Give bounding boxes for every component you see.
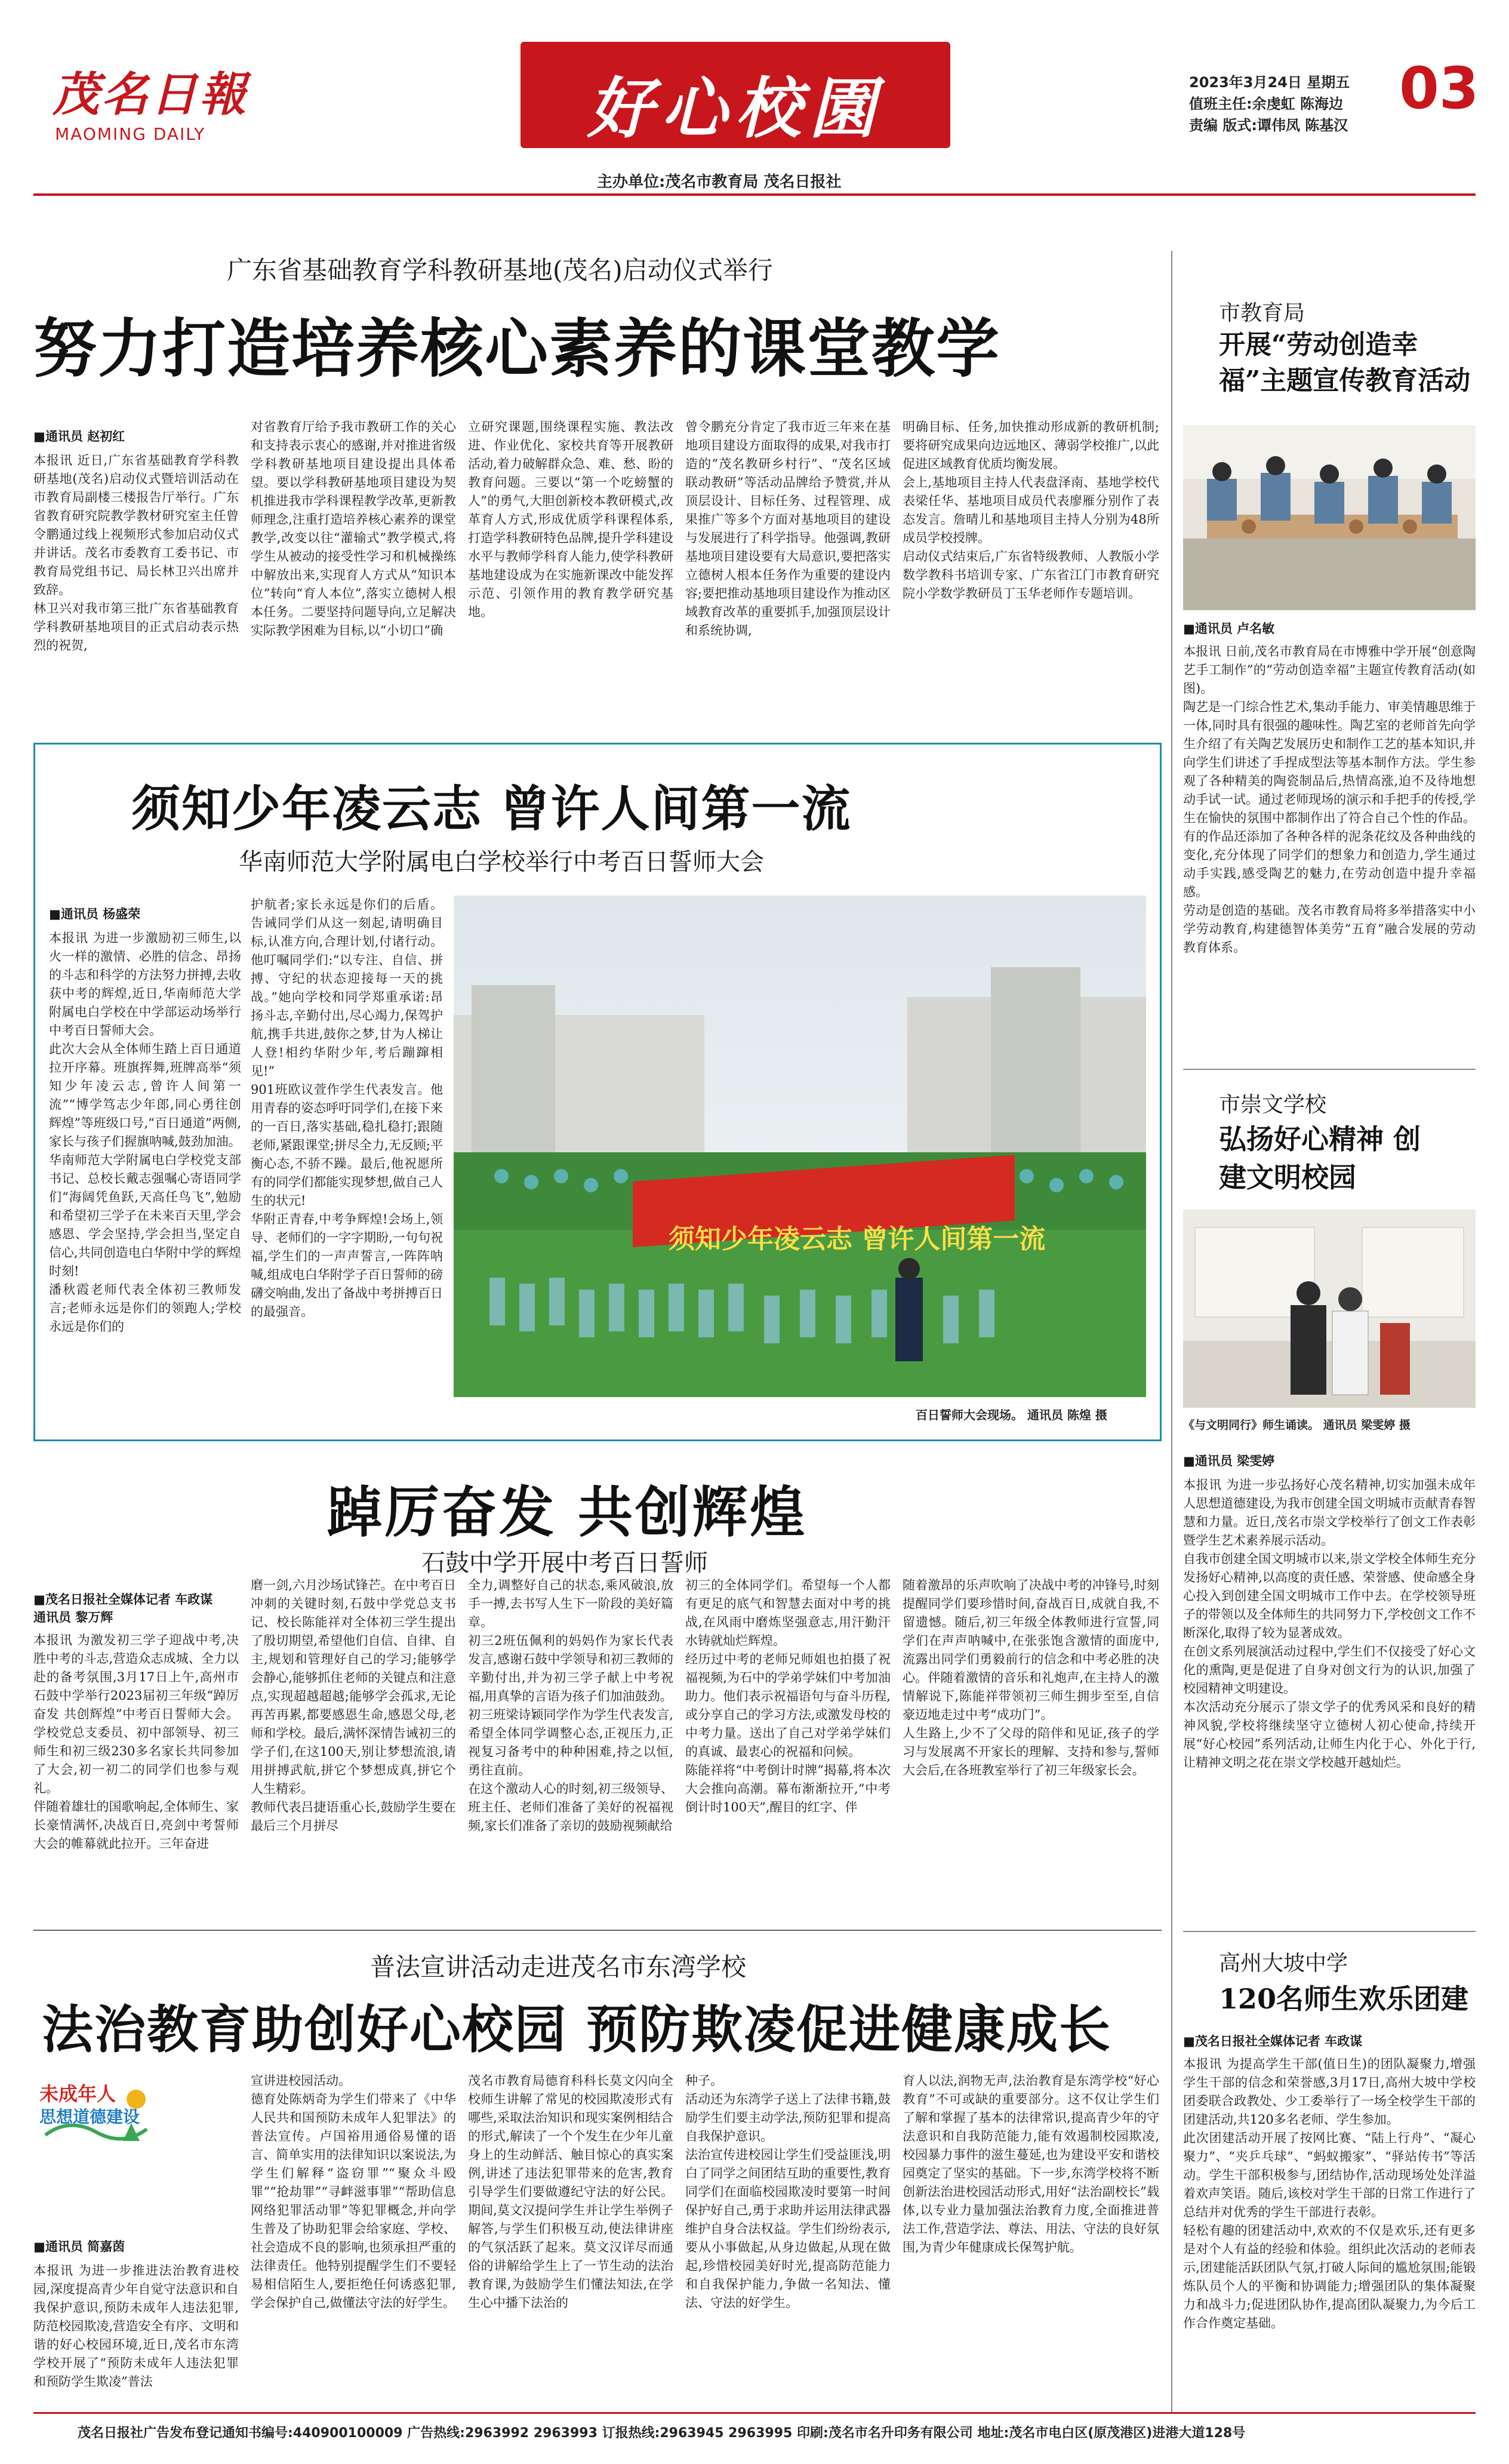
bottom-top-rule <box>33 1930 1162 1931</box>
sidebar2-text: 本报讯 为进一步弘扬好心茂名精神,切实加强未成年人思想道德建设,为我市创建全国文明城市贡献青春智慧和力量。近日,茂名市崇文学校举行了创文工作表彰暨学生艺术素养展示活动。 自我市创建全国文明城市以来,崇文学校全体师生充分发扬好心精神,以高度的责任感、荣誉感、使命感全身心投入到创建全国文明城市工作中去。在学校领导班子的带领以及全体师生的共同努力下,学校创文工作不断深化,取得了较为显著成效。 在创文系列展演活动过程中,学生们不仅接受了好心文化的熏陶,更是促进了自身对创文行为的认识,加强了校园精神文明建设。 本次活动充分展示了崇文学子的优秀风采和良好的精神风貌,学校将继续坚守立德树人初心使命,持续开展“好心校园”系列活动,让师生内化于心、外化于行,让精神文明之花在崇文学校越开越灿烂。 <box>1183 1478 1476 1770</box>
feature1-subhead: 华南师范大学附属电白学校举行中考百日誓师大会 <box>239 848 764 876</box>
recital-photo <box>1183 1210 1476 1408</box>
sidebar-rule-1 <box>1183 1069 1476 1070</box>
feature2-subhead: 石鼓中学开展中考百日誓师 <box>421 1549 708 1577</box>
bottom-byline: ■通讯员 简嘉茵 <box>33 2240 125 2254</box>
sidebar1-text: 本报讯 日前,茂名市教育局在市博雅中学开展“创意陶艺手工制作”的“劳动创造幸福”主题宣传教育活动(如图)。 陶艺是一门综合性艺术,集动手能力、审美情趣思维于一体,同时具有很强的趣味性。陶艺室的老师首先向学生介绍了有关陶艺发展历史和制作工艺的基本知识,并向学生们讲述了手捏成型法等基本制作方法。学生参观了各种精美的陶瓷制品后,热情高涨,迫不及待地想动手试一试。通过老师现场的演示和手把手的传授,学生在愉快的氛围中都制作出了符合自己个性的作品。有的作品还添加了各种各样的泥条花纹及各种曲线的变化,充分体现了同学们的想象力和创造力,学生通过动手实践,感受陶艺的魅力,在劳动创造中提升幸福感。 劳动是创造的基础。茂名市教育局将多举措落实中小学劳动教育,构建德智体美劳“五育”融合发展的劳动教育体系。 <box>1183 644 1476 955</box>
lead-byline: ■通讯员 赵初红 <box>33 429 125 444</box>
feature2-col-2: 磨一剑,六月沙场试锋芒。在中考百日冲刺的关键时刻,石鼓中学党总支书记、校长陈能祥对全体初三学生提出了殷切期望,希望他们自信、自律、自主,规划和管理好自己的学习;能够学会静心,能够抓住老师的关键点和注意点,实现超越超越;能够学会孤求,无论再苦再累,都要感恩生命,感恩父母,老师和学校。最后,满怀深情告诫初三的学子们,在这100天,别让梦想流浪,请用拼搏武航,拼它个梦想成真,拼它个人生精彩。 教师代表吕捷语重心长,鼓励学生要在最后三个月拼尽 <box>251 1578 456 1833</box>
page-number: 03 <box>1399 55 1479 122</box>
bottom-kicker: 普法宣讲活动走进茂名市东湾学校 <box>370 1952 747 1982</box>
sidebar1-kicker: 市教育局 <box>1219 301 1305 325</box>
feature2-byline: ■茂名日报社全媒体记者 车政谋 通讯员 黎万辉 <box>33 1592 213 1625</box>
issue-date: 2023年3月24日 星期五 <box>1189 74 1350 91</box>
feature1-headline: 须知少年凌云志 曾许人间第一流 <box>131 780 852 838</box>
bottom-col-5: 育人以法,润物无声,法治教育是东湾学校“好心教育”不可或缺的重要部分。这不仅让学生们了解和掌握了基本的法律常识,提高青少年的守法意识和自我防范能力,能有效遏制校园欺凌,校园暴力事件的滋生蔓延,也为建设平安和谐校园奠定了坚实的基础。下一步,东湾学校将不断创新法治进校园活动形式,用好“法治副校长”载体,以专业力量加强法治教育力度,全面推进普法工作,营造学法、尊法、用法、守法的良好氛围,为青少年健康成长保驾护航。 <box>903 2074 1159 2254</box>
sidebar3-kicker: 高州大坡中学 <box>1219 1951 1348 1976</box>
lead-col-4: 曾令鹏充分肯定了我市近三年来在基地项目建设方面取得的成果,对我市打造的“茂名教研乡村行”、“茂名区域联动教研”等活动品牌给予赞赏,并从顶层设计、目标任务、过程管理、成果推广等多个方面对基地项目的建设与发展进行了科学指导。他强调,教研基地项目建设要有大局意识,要把落实立德树人根本任务作为重要的建设内容;要把推动基地项目建设作为推动区域教育改革的重要抓手,加强顶层设计和系统协调, <box>685 420 891 638</box>
rally-photo <box>454 896 1146 1397</box>
bottom-col-4: 种子。 活动还为东湾学子送上了法律书籍,鼓励学生们要主动学法,预防犯罪和提高自我保护意识。 法治宣传进校园让学生们受益匪浅,明白了同学之间团结互助的重要性,教育同学们在面临校园欺凌时要第一时间保护好自己,勇于求助并运用法律武器维护自身合法权益。学生们纷纷表示,要从小事做起,从身边做起,从现在做起,珍惜校园美好时光,提高防范能力和自我保护能力,争做一名知法、懂法、守法的好学生。 <box>685 2074 891 2310</box>
ethics-badge-line1: 未成年人 <box>39 2082 116 2105</box>
ethics-badge <box>33 2075 159 2153</box>
sidebar3-byline: ■茂名日报社全媒体记者 车政谋 <box>1183 2034 1363 2048</box>
ethics-badge-line2: 思想道德建设 <box>39 2107 140 2127</box>
footer-text: 茂名日报社广告发布登记通知书编号:440900100009 广告热线:2963992 2963993 订报热线:2963945 2963995 印刷:茂名市名升印务有限公司 地址:茂名市电白区(原茂港区)进港大道128号 <box>78 2426 1246 2441</box>
bottom-col-3: 茂名市教育局德育科科长莫文闪向全校师生讲解了常见的校园欺凌形式有哪些,采取法治知识和现实案例相结合的形式,解读了一个个发生在少年儿童身上的生动鲜活、触目惊心的真实案例,讲述了违法犯罪带来的危害,教育引导学生们要做遵纪守法的好公民。期间,莫文汉提问学生并让学生举例子解答,与学生们积极互动,使法律讲座的气氛活跃了起来。莫文汉详尽而通俗的讲解给学生上了一节生动的法治教育课,为鼓励学生们懂法知法,在学生心中播下法治的 <box>468 2074 673 2310</box>
sidebar3-text: 本报讯 为提高学生干部(值日生)的团队凝聚力,增强学生干部的信念和荣誉感,3月17日,高州大坡中学校团委联合政教处、少工委举行了一场全校学生干部的团建活动,共120多名老师、学生参加。 此次团建活动开展了按网比赛、“陆上行舟”、“凝心聚力”、“夹乒乓球”、“蚂蚁搬家”、“驿站传书”等活动。学生干部积极参与,团结协作,活动现场处处洋溢着欢声笑语。随后,该校对学生干部的日常工作进行了总结并对优秀的学生干部进行表彰。 轻松有趣的团建活动中,欢欢的不仅是欢乐,还有更多是对个人有益的经验和体验。组织此次活动的老师表示,团建能活跃团队气氛,打破人际间的尴尬氛围;能锻炼队员个人的平衡和协调能力;增强团队的集体凝聚力和战斗力;促进团队协作,提高团队凝聚力,为今后工作合作奠定基础。 <box>1183 2057 1476 2330</box>
recital-photo-caption: 《与文明同行》师生诵读。 通讯员 梁雯婷 摄 <box>1183 1419 1411 1432</box>
sidebar1-byline: ■通讯员 卢名敏 <box>1183 622 1275 636</box>
sidebar2-byline: ■通讯员 梁雯婷 <box>1183 1454 1275 1468</box>
lead-col-1: 本报讯 近日,广东省基础教育学科教研基地(茂名)启动仪式暨培训活动在市教育局副楼三楼报告厅举行。广东省教育研究院教学教材研究室主任曾令鹏通过线上视频形式参加启动仪式并讲话。茂名市委教育工委书记、市教育局党组书记、局长林卫兴出席并致辞。 林卫兴对我市第三批广东省基础教育学科教研基地项目的正式启动表示热烈的祝贺, <box>33 453 239 653</box>
paper-name-en: MAOMING DAILY <box>55 124 206 144</box>
duty-editor: 值班主任:余虔虹 陈海边 <box>1189 96 1343 112</box>
section-title: 好心校園 <box>587 70 883 147</box>
sidebar2-kicker: 市崇文学校 <box>1219 1093 1327 1117</box>
feature2-col-3: 全力,调整好自己的状态,乘风破浪,放手一搏,去书写人生下一阶段的美好篇章。 初三2班伍佩利的妈妈作为家长代表发言,感谢石鼓中学领导和初三教师的辛勤付出,并为初三学子献上中考祝福,用真挚的言语为孩子们加油鼓劲。 初三班梁诗颖同学作为学生代表发言,希望全体同学调整心态,正视压力,正视复习备考中的种种困难,持之以恒,勇往直前。 在这个激动人心的时刻,初三级领导、班主任、老师们准备了美好的祝福视频,家长们准备了亲切的鼓励视频献给 <box>468 1578 673 1833</box>
feature1-byline: ■通讯员 杨盛荣 <box>49 907 141 921</box>
footer-rule <box>33 2412 1476 2414</box>
lead-headline: 努力打造培养核心素养的课堂教学 <box>33 311 1000 386</box>
feature1-col-2: 护航者;家长永远是你们的后盾。告诫同学们从这一刻起,请明确目标,认准方向,合理计划,付诸行动。他叮嘱同学们:“以专注、自信、拼搏、守纪的状态迎接每一天的挑战。”她向学校和同学郑重承诺:昂扬斗志,辛勤付出,尽心竭力,保驾护航,携手共进,鼓你之梦,甘为人梯让人登!相约华附少年,考后蹦蹿相见!” 901班欧议萱作学生代表发言。他用青春的姿态呼吁同学们,在接下来的一百日,落实基础,稳扎稳打;跟随老师,紧跟课堂;拼尽全力,无反顾;平衡心态,不骄不躁。最后,他祝愿所有的同学们都能实现梦想,做自己人生的状元! 华附正青春,中考争辉煌!会场上,领导、老师们的一字字期盼,一句句祝福,学生们的一声声誓言,一阵阵呐喊,组成电白华附学子百日誓师的磅礴交响曲,发出了备战中考拼搏百日的最强音。 <box>251 897 443 1319</box>
sidebar1-headline: 开展“劳动创造幸福”主题宣传教育活动 <box>1219 330 1471 396</box>
sponsor: 主办单位:茂名市教育局 茂名日报社 <box>597 173 842 191</box>
editors: 责编 版式:谭伟凤 陈基汉 <box>1189 117 1348 134</box>
masthead-rule <box>33 193 1476 196</box>
feature2-col-5: 随着激昂的乐声吹响了决战中考的冲锋号,时刻提醒同学们要珍惜时间,奋战百日,成就自我,不留遗憾。随后,初三年级全体教师进行宣誓,同学们在声声呐喊中,在张张饱含激情的面庞中,流露出同学们勇毅前行的信念和中考必胜的决心。伴随着激情的音乐和礼炮声,在主持人的激情解说下,陈能祥带领初三师生拥步至至,自信豪迈地走过中考“成功门”。 人生路上,少不了父母的陪伴和见证,孩子的学习与发展离不开家长的理解、支持和参与,誓师大会后,在各班教室举行了初三年级家长会。 <box>903 1578 1159 1777</box>
rally-photo-caption: 百日誓师大会现场。 通讯员 陈煌 摄 <box>916 1408 1107 1422</box>
sidebar3-headline: 120名师生欢乐团建 <box>1219 1983 1469 2015</box>
feature2-col-1: 本报讯 为激发初三学子迎战中考,决胜中考的斗志,营造众志成城、全力以赴的备考氛围,3月17日上午,高州市石鼓中学举行2023届初三年级“踔厉奋发 共创辉煌”中考百日誓师大会。学校党总支委员、初中部领导、初三师生和初三级230多名家长共同参加了大会,初一初二的同学们也参与观礼。 伴随着雄壮的国歌响起,全体师生、家长豪情满怀,决战百日,亮剑中考誓师大会的帷幕就此拉开。三年奋进 <box>33 1633 239 1851</box>
feature2-headline: 踔厉奋发 共创辉煌 <box>327 1480 808 1545</box>
lead-col-3: 立研究课题,围绕课程实施、教法改进、作业优化、家校共育等开展教研活动,着力破解群众急、难、愁、盼的教育问题。三要以“第一个吃螃蟹的人”的勇气,大胆创新校本教研模式,改革育人方式,形成优质学科课程体系,打造学科教研特色品牌,提升学科建设水平与教师学科育人能力,使学科教研基地建设成为在实施新课改中能发挥示范、引领作用的教育教学研究基地。 <box>468 420 673 619</box>
lead-col-2: 对省教育厅给予我市教研工作的关心和支持表示衷心的感谢,并对推进省级学科教研基地项目建设提出具体希望。要以学科教研基地项目建设为契机推进我市学科课程教学改革,更新教师理念,注重打造培养核心素养的课堂教学,改变以往“灌输式”教学模式,将学生从被动的接受性学习和机械操练中解放出来,实现育人方式从“知识本位”转向“育人本位”,落实立德树人根本任务。二要坚持问题导向,立足解决实际教学困难为目标,以“小切口”确 <box>251 420 456 638</box>
lead-kicker: 广东省基础教育学科教研基地(茂名)启动仪式举行 <box>227 256 773 285</box>
feature1-col-1: 本报讯 为进一步激励初三师生,以火一样的激情、必胜的信念、昂扬的斗志和科学的方法努力拼搏,去收获中考的辉煌,近日,华南师范大学附属电白学校在中学部运动场举行中考百日誓师大会。 此次大会从全体师生踏上百日通道拉开序幕。班旗挥舞,班牌高举“须知少年凌云志,曾许人间第一流”“博学笃志少年郎,同心勇往创辉煌”等班级口号,“百日通道”两侧,家长与孩子们握旗呐喊,鼓劲加油。 华南师范大学附属电白学校党支部书记、总校长戴志强嘱心寄语同学们“海阔凭鱼跃,天高任鸟飞”,勉励和希望初三学子在未来百天里,学会感恩、学会坚持,学会担当,坚定自信心,共同创造电白华附中学的辉煌时刻! 潘秋霞老师代表全体初三教师发言;老师永远是你们的领跑人;学校永远是你们的 <box>49 931 241 1334</box>
pottery-photo <box>1183 425 1476 610</box>
masthead <box>0 0 1509 197</box>
sidebar2-headline: 弘扬好心精神 创建文明校园 <box>1219 1123 1421 1193</box>
bottom-headline: 法治教育助创好心校园 预防欺凌促进健康成长 <box>42 1999 1111 2060</box>
lead-col-5: 明确目标、任务,加快推动形成新的教研机制;要将研究成果向边远地区、薄弱学校推广,以此促进区域教育优质均衡发展。 会上,基地项目主持人代表盘泽南、基地学校代表梁任华、基地项目成员代表廖雁分别作了表态发言。詹晴儿和基地项目主持人分别为48所成员学校授牌。 启动仪式结束后,广东省特级教师、人教版小学数学教科书培训专家、广东省江门市教育研究院小学数学教研员丁玉华老师作专题培训。 <box>903 420 1159 601</box>
sidebar-divider <box>1171 251 1172 2412</box>
bottom-col-1: 本报讯 为进一步推进法治教育进校园,深度提高青少年自觉守法意识和自我保护意识,预防未成年人违法犯罪,防范校园欺凌,营造安全有序、文明和谐的好心校园环境,近日,茂名市东湾学校开展了“预防未成年人违法犯罪和预防学生欺凌”普法 <box>33 2263 239 2389</box>
paper-name: 茂名日報 <box>53 67 249 122</box>
rally-banner-text: 须知少年凌云志 曾许人间第一流 <box>669 1224 1046 1254</box>
sidebar-rule-2 <box>1183 1931 1476 1932</box>
feature2-col-4: 初三的全体同学们。希望每一个人都有更足的底气和智慧去面对中考的挑战,在风雨中磨炼坚强意志,用汗勤汗水铸就灿烂辉煌。 经历过中考的老师兄师姐也拍摄了祝福视频,为石中的学弟学妹们中考加油助力。他们表示祝福语句与奋斗历程,或分享自己的学习方法,或激发母校的中考力量。送出了自己对学弟学妹们的真诚、最衷心的祝福和问候。 陈能祥将“中考倒计时牌”揭幕,将本次大会推向高潮。幕布渐渐拉开,“中考倒计时100天”,醒目的红字、伴 <box>685 1578 891 1814</box>
section-title-box <box>521 42 950 148</box>
bottom-col-2: 宣讲进校园活动。 德育处陈炳奇为学生们带来了《中华人民共和国预防未成年人犯罪法》的普法宣传。卢国裕用通俗易懂的语言、简单实用的法律知识以案说法,为学生们解释“盗窃罪”“聚众斗殴罪”“抢劫罪”“寻衅滋事罪”“帮助信息网络犯罪活动罪”等犯罪概念,并向学生普及了协助犯罪会给家庭、学校、社会造成不良的影响,也须承担严重的法律责任。他特别提醒学生们不要轻易相信陌生人,要拒绝任何诱惑犯罪,学会保护自己,做懂法守法的好学生。 <box>251 2074 456 2310</box>
